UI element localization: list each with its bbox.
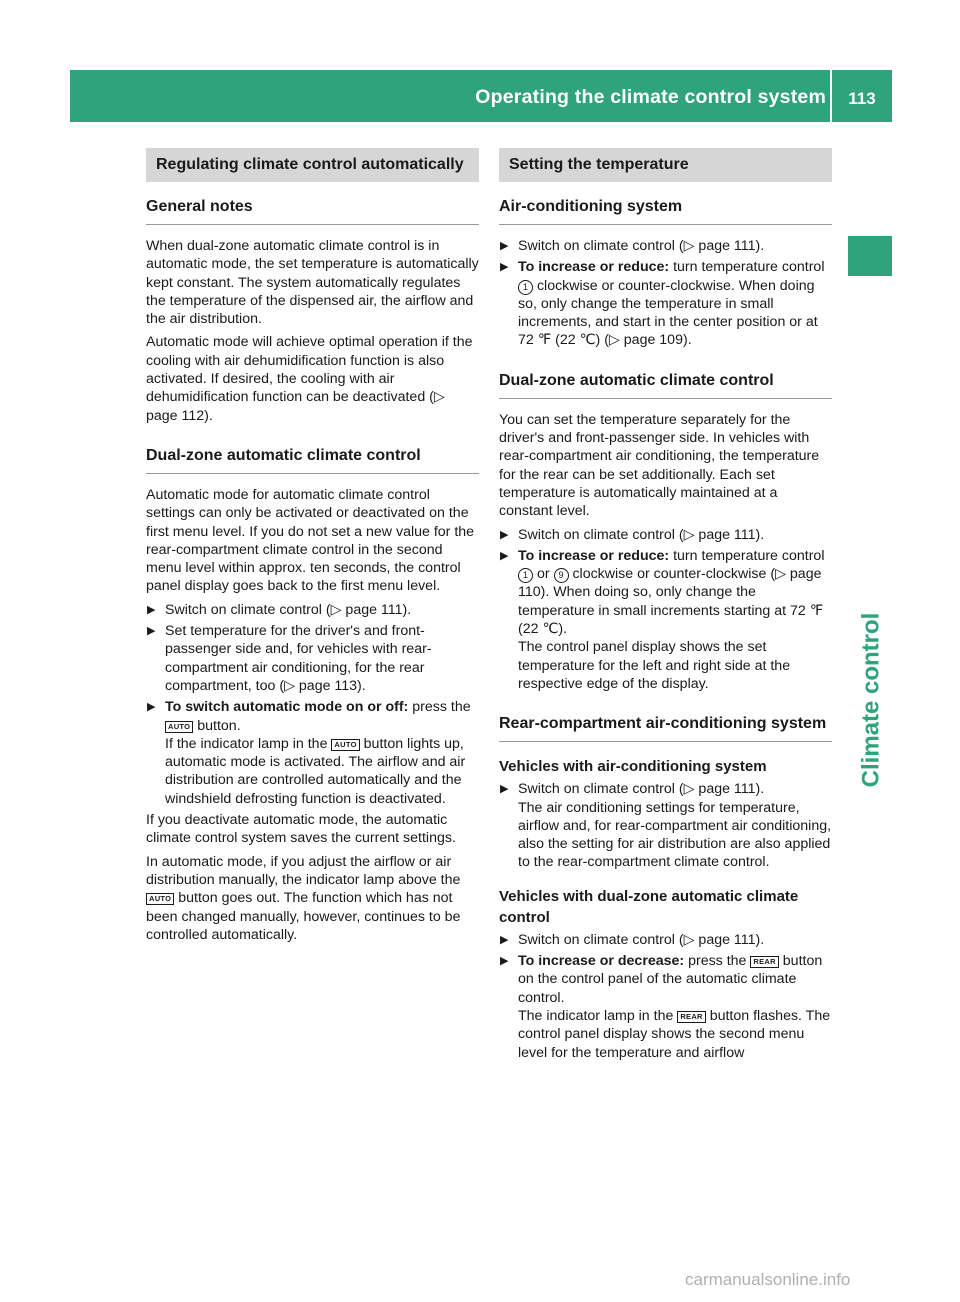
- section-heading-rear: Rear-compartment air-conditioning system: [499, 709, 832, 742]
- right-column: [499, 148, 832, 1065]
- arrow-icon: ▶: [500, 783, 509, 796]
- paragraph: If you deactivate automatic mode, the automatic climate control system saves the current settings.: [146, 812, 456, 847]
- subheading: Vehicles with air-conditioning system: [499, 758, 767, 776]
- list-item: ▶ To increase or decrease: press the REAR button on the control panel of the automatic climate control. The indicator lamp in the REAR button flashes. The control panel display shows the second menu level for the temperature and airflow: [500, 953, 831, 1061]
- arrow-icon: ▶: [147, 603, 156, 616]
- arrow-icon: ▶: [500, 549, 509, 562]
- paragraph: When dual-zone automatic climate control is in automatic mode, the set temperature is automatically kept constant. The system automatically regulates the temperature of the dispensed air, the airflow and the air distribution.: [146, 238, 479, 328]
- rear-button-icon: REAR: [677, 1011, 705, 1023]
- paragraph: Automatic mode for automatic climate control settings can only be activated or deactivated on the first menu level. If you do not set a new value for the rear-compartment climate control in the second menu level within approx. ten seconds, the control panel display goes back to the first menu level.: [146, 486, 475, 595]
- arrow-icon: ▶: [500, 240, 509, 252]
- list-item: ▶ Switch on climate control (▷ page 111). The air conditioning settings for temperature, airflow and, for rear-compartment air conditioning, also the setting for air distribution are also applied to the rear-compartment climate control.: [500, 781, 832, 871]
- paragraph: In automatic mode, if you adjust the airflow or air distribution manually, the indicator lamp above the AUTO button goes out. The function which has not been changed manually, however, continues to be controlled automatically.: [146, 853, 461, 943]
- watermark: carmanualsonline.info: [685, 1270, 851, 1289]
- arrow-icon: ▶: [500, 528, 509, 541]
- topic-title: Setting the temperature: [499, 148, 832, 182]
- subheading: Vehicles with dual-zone automatic climate control: [499, 887, 799, 926]
- auto-button-icon: AUTO: [331, 739, 359, 751]
- arrow-icon: ▶: [147, 625, 156, 638]
- control-1-icon: 1: [518, 280, 533, 295]
- arrow-icon: ▶: [147, 701, 156, 714]
- list-item: ▶ To increase or reduce: turn temperature control 1 clockwise or counter-clockwise. When doing so, only change the temperature in small increments, and start in the center position or at 72 ℉ (22 ℃) (▷ page 109).: [500, 259, 825, 349]
- topic-title: Regulating climate control automatically: [146, 148, 479, 182]
- section-heading-dual-zone: Dual-zone automatic climate control: [146, 441, 479, 474]
- side-tab-label: Climate control: [857, 612, 885, 788]
- left-column: [146, 148, 479, 949]
- control-9-icon: 9: [554, 568, 569, 583]
- section-heading-general-notes: General notes: [146, 192, 479, 225]
- arrow-icon: ▶: [500, 933, 509, 946]
- auto-button-icon: AUTO: [146, 893, 174, 905]
- paragraph: You can set the temperature separately for the driver's and front-passenger side. In vehicles with rear-compartment air conditioning, the temperature for the rear can be set additionally. Each set temperature is automatically maintained at a constant level.: [499, 411, 820, 520]
- list-item: ▶ Switch on climate control (▷ page 111).: [500, 526, 765, 543]
- control-1-icon: 1: [518, 568, 533, 583]
- section-heading-ac: Air-conditioning system: [499, 192, 832, 225]
- rear-button-icon: REAR: [750, 956, 778, 968]
- paragraph: Automatic mode will achieve optimal operation if the cooling with air dehumidification function is also activated. If desired, the cooling with air dehumidification function can be deactivated (▷ page 112).: [146, 334, 473, 424]
- arrow-icon: ▶: [500, 261, 509, 274]
- list-item: ▶ To switch automatic mode on or off: press the AUTO button. If the indicator lamp in the AUTO button lights up, automatic mode is activated. The airflow and air distribution are controlled automatically and the windshield defrosting function is deactivated.: [147, 699, 471, 807]
- side-tab-marker: [848, 236, 892, 276]
- section-heading-dual-zone: Dual-zone automatic climate control: [499, 366, 832, 399]
- page-number: 113: [848, 89, 876, 108]
- auto-button-icon: AUTO: [165, 721, 193, 733]
- side-tab: [826, 500, 916, 900]
- list-item: ▶ Switch on climate control (▷ page 111).: [147, 601, 412, 618]
- page-header-title: Operating the climate control system: [475, 86, 826, 108]
- list-item: ▶ Set temperature for the driver's and front-passenger side and, for vehicles with rear-compartment air conditioning, for the rear compartment, too (▷ page 113).: [147, 623, 432, 694]
- list-item: ▶ Switch on climate control (▷ page 111).: [500, 238, 765, 254]
- list-item: ▶ Switch on climate control (▷ page 111).: [500, 931, 765, 948]
- list-item: ▶ To increase or reduce: turn temperature control 1 or 9 clockwise or counter-clockwise (▷ page 110). When doing so, only change the temperature in small increments starting at 72 ℉ (22 ℃). The control panel display shows the set temperature for the left and right side at the respective edge of the display.: [500, 547, 825, 692]
- arrow-icon: ▶: [500, 955, 509, 968]
